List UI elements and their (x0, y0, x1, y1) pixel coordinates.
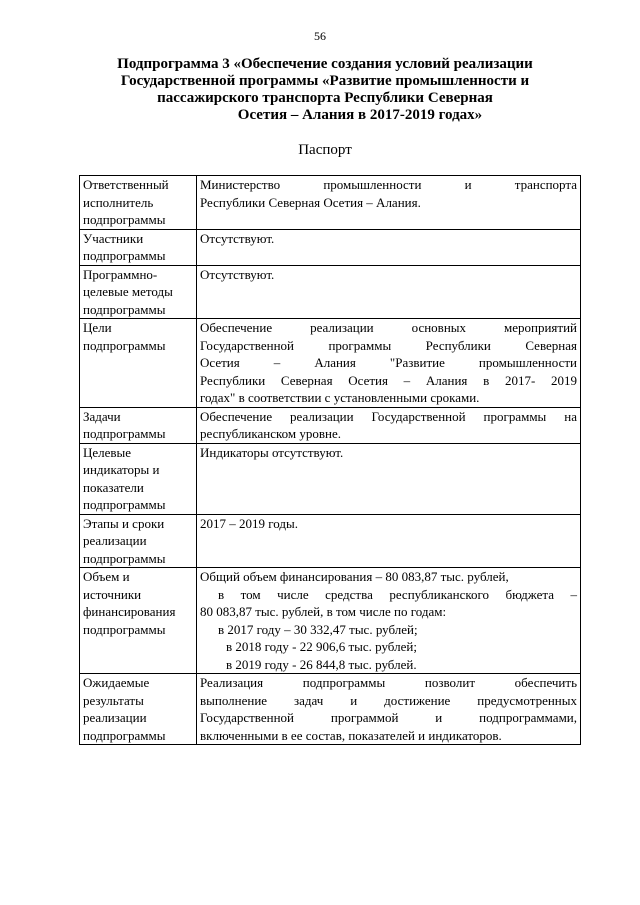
value-line: Реализация подпрограммы позволит обеспечить (200, 675, 577, 690)
row-value-cell (197, 568, 581, 674)
row-value-cell (197, 265, 581, 319)
label-line: Этапы и сроки (83, 515, 165, 531)
value-line: Отсутствуют. (200, 230, 275, 246)
value-line: Министерство промышленности и транспорта (200, 177, 577, 192)
value-line: 2017 – 2019 годы. (200, 515, 298, 531)
value-line: включенными в ее состав, показателей и индикаторов. (200, 727, 502, 743)
value-line: Отсутствуют. (200, 266, 275, 282)
label-line: Целевые (83, 444, 132, 460)
label-line: подпрограммы (83, 337, 166, 353)
value-line: Осетия – Алания "Развитие промышленности (200, 355, 577, 370)
passport-table (79, 175, 581, 745)
label-line: показатели (83, 479, 144, 495)
label-line: источники (83, 586, 142, 602)
value-line: 80 083,87 тыс. рублей, в том числе по годам: (200, 604, 447, 619)
title-line: пассажирского транспорта Республики Северная (157, 90, 493, 106)
row-label-cell (80, 674, 197, 745)
table-row (80, 674, 581, 745)
table-row (80, 319, 581, 408)
row-label-cell (80, 176, 197, 230)
table-row (80, 568, 581, 674)
label-line: подпрограммы (83, 301, 166, 317)
row-value-cell (197, 229, 581, 265)
label-line: Ожидаемые (83, 675, 150, 690)
row-value-cell (197, 514, 581, 568)
label-line: Объем и (83, 569, 130, 584)
label-line: исполнитель (83, 194, 154, 210)
row-value-cell (197, 674, 581, 745)
row-label-cell (80, 514, 197, 568)
value-line: Республики Северная Осетия – Алания в 2017- 2019 (200, 372, 577, 388)
label-line: индикаторы и (83, 462, 160, 477)
value-line: Общий объем финансирования – 80 083,87 тыс. рублей, (200, 569, 509, 584)
label-line: подпрограммы (83, 212, 166, 227)
label-line: подпрограммы (83, 426, 166, 441)
table-row (80, 229, 581, 265)
value-line: Государственной программы Республики Северная (200, 337, 577, 353)
value-line: годах" в соответствии с установленными сроками. (200, 390, 480, 405)
table-row (80, 514, 581, 568)
row-value-cell (197, 319, 581, 408)
row-label-cell (80, 443, 197, 514)
row-value-cell (197, 176, 581, 230)
table-row (80, 265, 581, 319)
value-line: Индикаторы отсутствуют. (200, 444, 344, 460)
row-label-cell (80, 407, 197, 443)
table-row (80, 407, 581, 443)
label-line: реализации (83, 710, 147, 725)
title-line: Осетия – Алания в 2017-2019 годах» (237, 107, 483, 123)
label-line: финансирования (83, 604, 176, 619)
label-line: подпрограммы (83, 497, 166, 512)
value-line: в 2018 году - 22 906,6 тыс. рублей; (226, 639, 417, 654)
row-label-cell (80, 265, 197, 319)
page-number: 56 (314, 29, 326, 43)
table-row (80, 176, 581, 230)
title-line: Подпрограмма 3 «Обеспечение создания условий реализации (117, 56, 533, 72)
row-value-cell (197, 407, 581, 443)
value-line: Государственной программой и подпрограммами, (200, 710, 577, 725)
label-line: результаты (83, 692, 144, 708)
table-row (80, 443, 581, 514)
value-line: Обеспечение реализации Государственной программы на (200, 408, 577, 424)
label-line: Программно- (83, 266, 158, 282)
value-line: Республики Северная Осетия – Алания. (200, 194, 421, 210)
label-line: Ответственный (83, 177, 169, 192)
row-value-cell (197, 443, 581, 514)
label-line: подпрограммы (83, 550, 166, 566)
label-line: Цели (83, 320, 112, 335)
title-line: Государственной программы «Развитие промышленности и (120, 73, 530, 89)
value-line: в 2019 году - 26 844,8 тыс. рублей. (226, 656, 417, 672)
document-title (100, 56, 550, 124)
value-line: в 2017 году – 30 332,47 тыс. рублей; (218, 621, 418, 637)
label-line: Участники (83, 230, 144, 246)
label-line: реализации (83, 533, 147, 548)
label-line: подпрограммы (83, 727, 166, 743)
label-line: подпрограммы (83, 621, 166, 637)
value-line: в том числе средства республиканского бюджета – (218, 586, 577, 602)
label-line: целевые методы (83, 284, 173, 299)
label-line: подпрограммы (83, 248, 166, 263)
label-line: Задачи (83, 408, 121, 424)
value-line: республиканском уровне. (200, 426, 342, 441)
document-subtitle: Паспорт (298, 142, 352, 158)
value-line: выполнение задач и достижение предусмотренных (200, 692, 577, 708)
row-label-cell (80, 229, 197, 265)
row-label-cell (80, 319, 197, 408)
value-line: Обеспечение реализации основных мероприятий (200, 320, 577, 335)
row-label-cell (80, 568, 197, 674)
